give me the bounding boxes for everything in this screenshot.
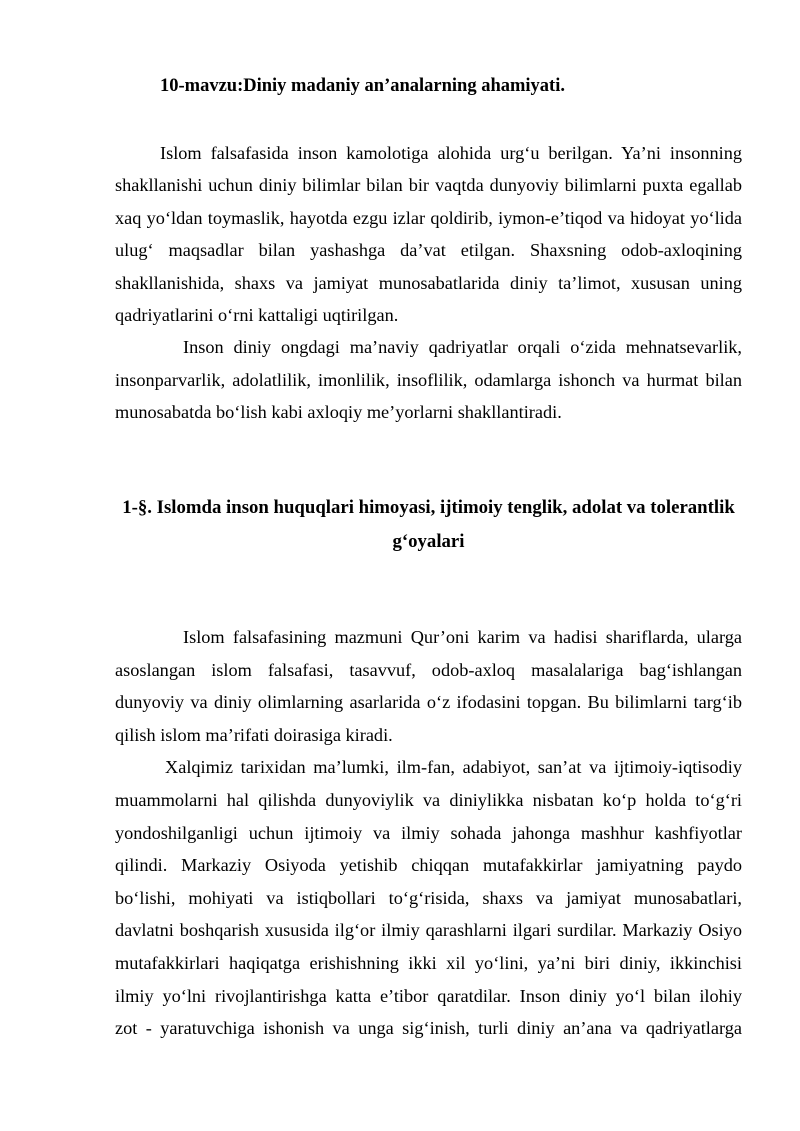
text-line: munosabatda bo‘lish kabi axloqiy me’yorlarni shakllantiradi. [115,402,562,423]
paragraph [115,751,742,1044]
text-line: qilish islom ma’rifati doirasiga kiradi. [115,724,393,745]
text-line: xaq yo‘ldan toymaslik, hayotda ezgu izlar qoldirib, iymon-e’tiqod va hidoyat yo‘lida [115,207,742,228]
text-line: asoslangan islom falsafasi, tasavvuf, odob-axloq masalalariga bag‘ishlangan [115,659,742,680]
text-line: insonparvarlik, adolatlilik, imonlilik, insoflilik, odamlarga ishonch va hurmat bilan [115,369,742,390]
text-line: ilmiy yo‘lni rivojlantirishga katta e’tibor qaratdilar. Inson diniy yo‘l bilan ilohiy [115,985,742,1006]
text-line: qadriyatlarini o‘rni kattaligi uqtirilgan. [115,305,399,326]
paragraph [115,331,742,428]
paragraph [115,621,742,751]
section-heading-line: g‘oyalari [392,531,465,552]
text-line: ulug‘ maqsadlar bilan yashashga da’vat etilgan. Shaxsning odob-axloqining [115,240,742,261]
intro-text [115,137,742,429]
text-line: shakllanishida, shaxs va jamiyat munosabatlarida diniy ta’limot, xususan uning [115,272,742,293]
section-text [115,621,742,1045]
text-line: mutafakkirlari haqiqatga erishishning ikki xil yo‘lini, ya’ni biri diniy, ikkinchisi [115,952,742,973]
topic-title: 10-mavzu:Diniy madaniy an’analarning ahamiyati. [160,76,565,96]
text-line: zot - yaratuvchiga ishonish va unga sig‘inish, turli diniy an’ana va qadriyatlarga [115,1018,742,1039]
text-line: qilindi. Markaziy Osiyoda yetishib chiqqan mutafakkirlar jamiyatning paydo [115,855,742,876]
text-line: dunyoviy va diniy olimlarning asarlarida o‘z ifodasini topgan. Bu bilimlarni targ‘ib [115,692,742,713]
text-line: Islom falsafasida inson kamolotiga alohida urg‘u berilgan. Ya’ni insonning [160,143,742,163]
section-heading [115,491,742,559]
text-line: muammolarni hal qilishda dunyoviylik va diniylikka nisbatan ko‘p holda to‘g‘ri [115,789,742,810]
text-line: bo‘lishi, mohiyati va istiqbollari to‘g‘risida, shaxs va jamiyat munosabatlari, [115,887,742,908]
text-line: Islom falsafasining mazmuni Qur’oni karim va hadisi shariflarda, ularga [183,627,742,647]
text-line: shakllanishi uchun diniy bilimlar bilan bir vaqtda dunyoviy bilimlarni puxta egallab [115,175,742,196]
text-line: davlatni boshqarish xususida ilg‘or ilmiy qarashlarni ilgari surdilar. Markaziy Osiyo [115,920,742,941]
section-heading-line: 1-§. Islomda inson huquqlari himoyasi, ijtimoiy tenglik, adolat va tolerantlik [122,497,735,518]
text-line: yondoshilganligi uchun ijtimoiy va ilmiy sohada jahonga mashhur kashfiyotlar [115,822,742,843]
text-line: Xalqimiz tarixidan ma’lumki, ilm-fan, adabiyot, san’at va ijtimoiy-iqtisodiy [165,757,742,778]
paragraph [115,137,742,331]
text-line: Inson diniy ongdagi ma’naviy qadriyatlar orqali o‘zida mehnatsevarlik, [183,337,742,358]
